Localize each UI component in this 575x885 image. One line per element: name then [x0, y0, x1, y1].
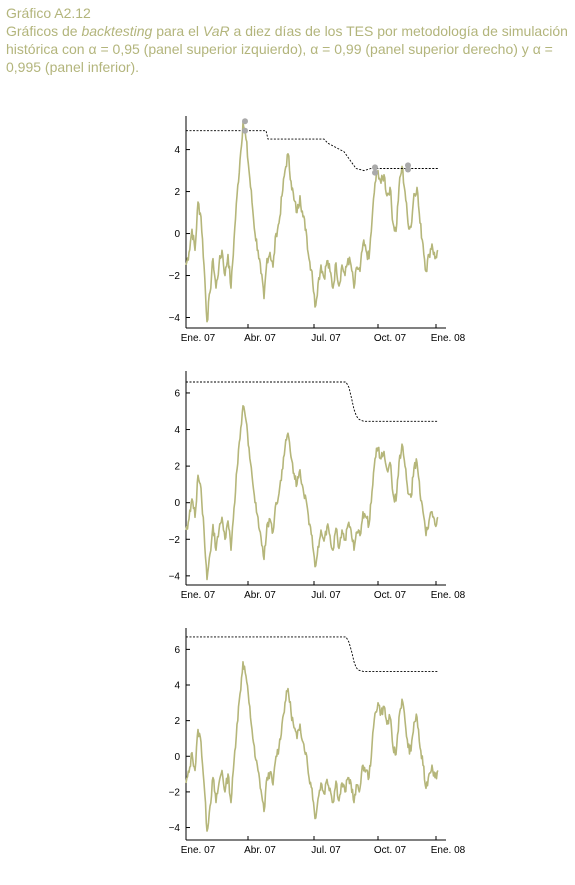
exceedance-point — [242, 118, 248, 124]
x-tick-label: Ene. 07 — [180, 333, 216, 344]
caption-part-1: Gráficos de — [6, 23, 82, 39]
chart-panel-alpha-099 — [0, 363, 575, 603]
figure-code: Gráfico A2.12 — [6, 5, 91, 21]
y-tick-label: 4 — [174, 145, 180, 157]
x-tick-label: Oct. 07 — [373, 333, 407, 344]
y-tick-label: 6 — [174, 388, 180, 400]
returns-series-line — [186, 406, 438, 580]
chart-panel-alpha-095 — [0, 108, 575, 348]
y-tick-label: 2 — [174, 187, 180, 199]
x-tick-label: Jul. 07 — [311, 590, 341, 601]
var-series-line — [186, 637, 438, 672]
x-tick-label: Ene. 08 — [430, 333, 466, 344]
returns-series-line — [186, 122, 438, 321]
y-tick-label: 6 — [174, 644, 180, 656]
var-series-line — [186, 382, 438, 421]
y-tick-label: −4 — [168, 571, 180, 583]
caption-term-var: VaR — [202, 23, 230, 39]
caption-part-5: a diez días de los TES por metodología de simulación histórica con α = 0,95 (panel superior izquierdo), α = 0,99 (panel superior derecho) y α = 0,995 (panel inferior). — [6, 23, 568, 75]
x-tick-label: Jul. 07 — [311, 845, 341, 856]
figure-caption — [6, 22, 571, 76]
x-tick-label: Abr. 07 — [244, 590, 276, 601]
x-tick-label: Ene. 08 — [430, 845, 466, 856]
exceedance-point — [372, 164, 378, 170]
x-tick-label: Oct. 07 — [373, 590, 407, 601]
exceedance-point — [242, 128, 248, 134]
returns-series-line — [186, 662, 438, 831]
x-tick-label: Jul. 07 — [311, 333, 341, 344]
x-tick-label: Abr. 07 — [244, 845, 276, 856]
y-tick-label: −2 — [168, 271, 180, 283]
exceedance-point — [405, 167, 411, 173]
var-series-line — [186, 131, 438, 171]
y-tick-label: −2 — [168, 787, 180, 799]
x-tick-label: Oct. 07 — [373, 845, 407, 856]
y-tick-label: 0 — [174, 498, 180, 510]
x-tick-label: Ene. 07 — [180, 845, 216, 856]
y-tick-label: −4 — [168, 313, 180, 325]
y-tick-label: 2 — [174, 716, 180, 728]
caption-part-3: para el — [152, 23, 203, 39]
y-tick-label: −4 — [168, 823, 180, 835]
y-tick-label: 0 — [174, 751, 180, 763]
chart-panel-alpha-0995 — [0, 620, 575, 860]
exceedance-point — [372, 170, 378, 176]
y-tick-label: 2 — [174, 461, 180, 473]
figure-header — [6, 4, 571, 76]
x-tick-label: Abr. 07 — [244, 333, 276, 344]
caption-term-backtesting: backtesting — [81, 23, 153, 39]
y-tick-label: −2 — [168, 534, 180, 546]
x-tick-label: Ene. 07 — [180, 590, 216, 601]
y-tick-label: 4 — [174, 680, 180, 692]
x-tick-label: Ene. 08 — [430, 590, 466, 601]
y-tick-label: 4 — [174, 425, 180, 437]
y-tick-label: 0 — [174, 229, 180, 241]
